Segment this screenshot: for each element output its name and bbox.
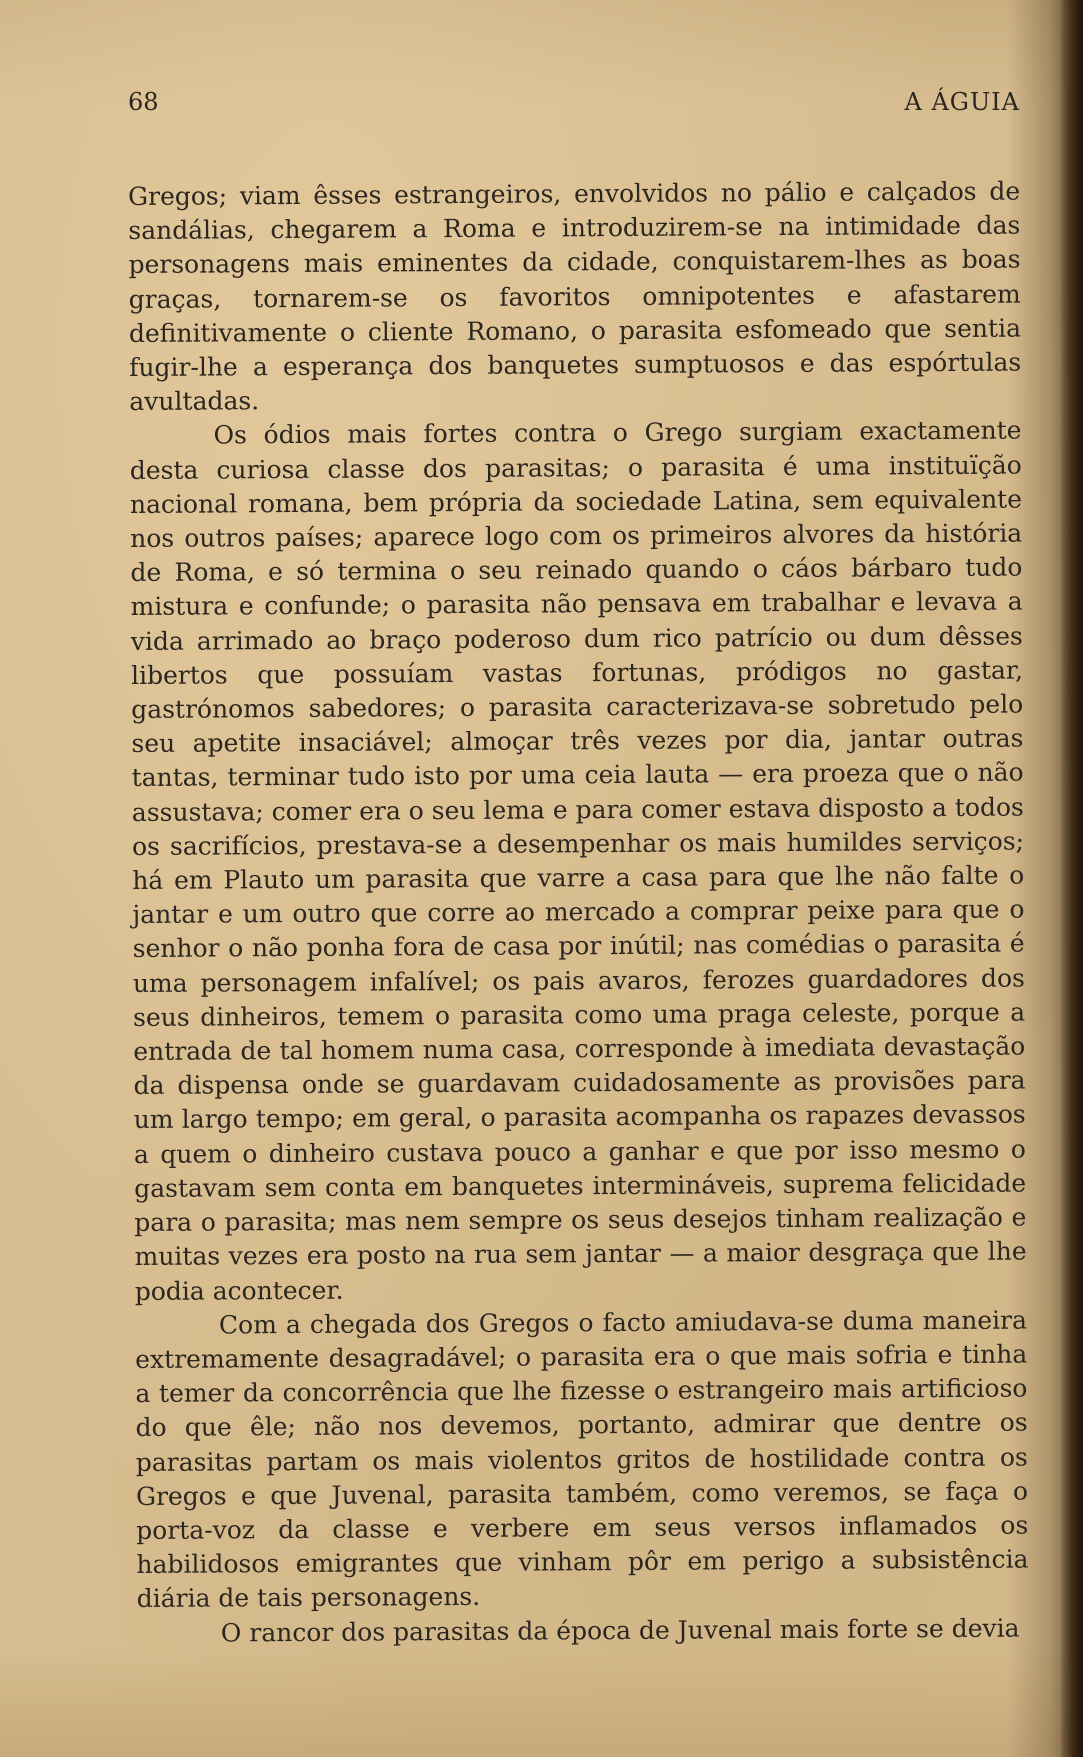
page-header — [128, 88, 1020, 128]
page-number: 68 — [128, 88, 159, 116]
paragraph-2: Os ódios mais fortes contra o Grego surgiam exactamente desta curiosa classe dos parasitas; o parasita é uma instituïção nacional romana, bem própria da sociedade Latina, sem equivalente nos outros países; aparece logo com os primeiros alvores da história de Roma, e só termina o seu reinado quando o cáos bárbaro tudo mistura e confunde; o parasita não pensava em trabalhar e levava a vida arrimado ao braço poderoso dum rico patrício ou dum dêsses libertos que possuíam vastas fortunas, pródigos no gastar, gastrónomos sabedores; o parasita caracterizava-se sobretudo pelo seu apetite insaciável; almoçar três vezes por dia, jantar outras tantas, terminar tudo isto por uma ceia lauta — era proeza que o não assustava; comer era o seu lema e para comer estava disposto a todos os sacrifícios, prestava-se a desempenhar os mais humildes serviços; há em Plauto um parasita que varre a casa para que lhe não falte o jantar e um outro que corre ao mercado a comprar peixe para que o senhor o não ponha fora de casa por inútil; nas comédias o parasita é uma personagem infalível; os pais avaros, ferozes guardadores dos seus dinheiros, temem o parasita como uma praga celeste, porque a entrada de tal homem numa casa, corresponde à imediata devastação da dispensa onde se guardavam cuidadosamente as provisões para um largo tempo; em geral, o parasita acompanha os rapazes devassos a quem o dinheiro custava pouco a ganhar e que por isso mesmo o gastavam sem conta em banquetes intermináveis, suprema felicidade para o parasita; mas nem sempre os seus desejos tinham realização e muitas vezes era posto na rua sem jantar — a maior desgraça que lhe podia acontecer. — [129, 415, 1027, 1306]
page-spine-shadow — [1061, 0, 1083, 1757]
body-text — [128, 175, 1029, 1651]
paragraph-4: O rancor dos parasitas da época de Juvenal mais forte se devia — [220, 1613, 1020, 1647]
paragraph-3: Com a chegada dos Gregos o facto amiudava-se duma maneira extremamente desagradável; o parasita era o que mais sofria e tinha a temer da concorrência que lhe fizesse o estrangeiro mais artificioso do que êle; não nos devemos, portanto, admirar que dentre os parasitas partam os mais violentos gritos de hostilidade contra os Gregos e que Juvenal, parasita também, como veremos, se faça o porta-voz da classe e verbere em seus versos inflamados os habilidosos emigrantes que vinham pôr em perigo a subsistência diária de tais personagens. — [135, 1305, 1029, 1614]
running-title: A ÁGUIA — [904, 88, 1020, 116]
paragraph-1: Gregos; viam êsses estrangeiros, envolvidos no pálio e calçados de sandálias, chegarem a Roma e introduzirem-se na intimidade das personagens mais eminentes da cidade, conquistarem-lhes as boas graças, tornarem-se os favoritos omnipotentes e afastarem definitivamente o cliente Romano, o parasita esfomeado que sentia fugir-lhe a esperança dos banquetes sumptuosos e das espórtulas avultadas. — [128, 176, 1022, 417]
